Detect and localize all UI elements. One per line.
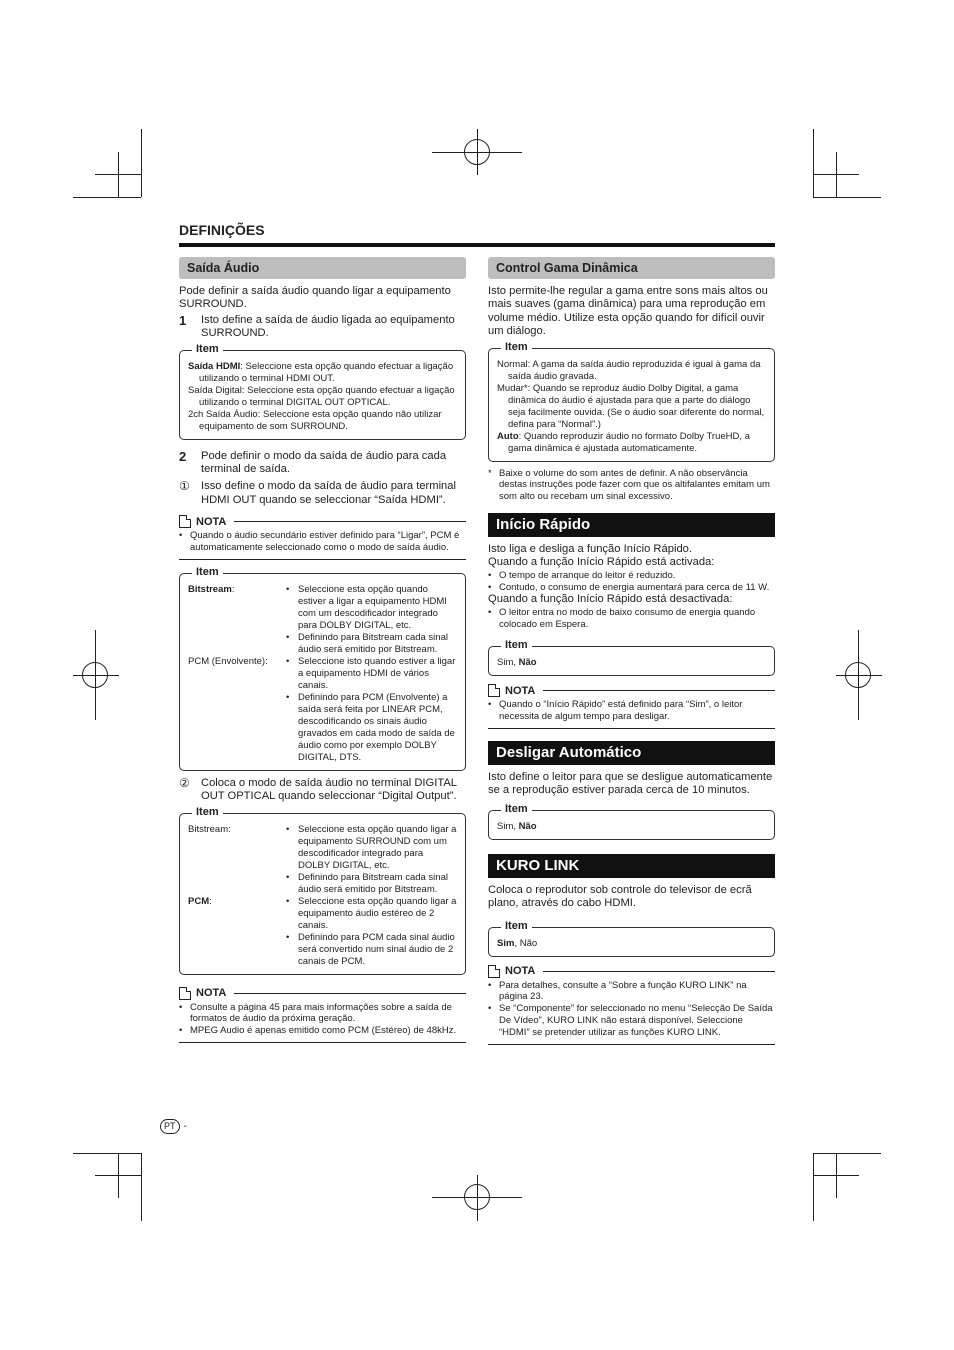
divider [488, 1044, 775, 1045]
control-gama-intro: Isto permite-lhe regular a gama entre sons mais altos ou mais suaves (gama dinâmica) para uma reprodução em volume médio. Utilize esta opção quando for difícil ouvir um diálogo. [488, 285, 768, 338]
option-desc: Mudar*: Quando se reproduz áudio Dolby Digital, a gama dinâmica do áudio é ajustada para que a parte do diálogo seja facilmente ouvida. (Se o áudio soar diferente do normal, defina para “Normal”.) [497, 382, 765, 430]
item-label: Item [501, 803, 532, 815]
saida-audio-intro: Pode definir a saída áudio quando ligar a equipamento SURROUND. [179, 285, 451, 311]
option-desc: Seleccione esta opção quando ligar a equipamento áudio estéreo de 2 canais. [298, 895, 457, 931]
option-name: Auto [497, 430, 519, 442]
list-item: • Contudo, o consumo de energia aumentará para cerca de 11 W. [488, 581, 770, 593]
section-heading-inicio-rapido: Início Rápido [488, 513, 775, 537]
sub-step-number: ② [179, 775, 190, 790]
right-column [488, 257, 775, 1045]
sub-step-2 [179, 777, 466, 804]
sub-step-number: ① [179, 479, 190, 494]
nota-bullet: • MPEG Audio é apenas emitido como PCM (Estéreo) de 48kHz. [179, 1025, 457, 1037]
step-text: Pode definir o modo da saída de áudio para cada terminal de saída. [201, 449, 447, 476]
language-badge: PT [160, 1119, 180, 1134]
item-label: Item [192, 806, 223, 818]
option-sim[interactable]: Sim [497, 820, 514, 832]
inicio-rapido-text: Quando a função Início Rápido está desactivada: [488, 593, 733, 606]
nota-heading: NOTA [179, 987, 466, 1000]
section-heading-kuro-link: KURO LINK [488, 854, 775, 878]
option-nao[interactable]: Não [518, 657, 537, 669]
nota-bullet: • Se “Componente” for seleccionado no menu “Selecção De Saída De Vídeo”, KURO LINK não estará disponível. Seleccione “HDMI” se pretender utilizar as funções KURO LINK. [488, 1003, 773, 1038]
option-desc: Seleccione isto quando estiver a ligar a equipamento HDMI de vários canais. [298, 655, 456, 691]
nota-bullet: • Consulte a página 45 para mais informações sobre a saída de formatos de áudio da próxima geração. [179, 1001, 452, 1025]
option-desc: : Seleccione esta opção quando efectuar a ligação utilizando o terminal HDMI OUT. [199, 360, 454, 384]
section-heading-desligar: Desligar Automático [488, 741, 775, 765]
item-label: Item [192, 343, 223, 355]
item-box-optical-mode: Item Bitstream: • Seleccione esta opção quando ligar a equipamento SURROUND com um descodificador integrado para DOLBY DIGITAL, etc. • Definindo para Bitstream cada sinal áudio será emitido por Bitstream. PCM: • Seleccione esta opção quando ligar a equipamento áudio estéreo de 2 canais. • Definindo para PCM cada sinal áudio será convertido num sinal áudio de 2 canais de PCM. [179, 813, 466, 975]
step-number: 1 [179, 312, 187, 328]
kuro-intro: Coloca o reprodutor sob controle do televisor de ecrã plano, através do cabo HDMI. [488, 883, 752, 910]
nota-heading: NOTA [179, 515, 466, 528]
option-desc: Definindo para PCM cada sinal áudio será convertido num sinal áudio de 2 canais de PCM. [298, 931, 455, 967]
nota-heading: NOTA [488, 965, 775, 978]
divider [179, 1042, 466, 1043]
sub-step-1 [179, 480, 466, 507]
inicio-rapido-text: Quando a função Início Rápido está activada: [488, 556, 715, 569]
item-box-kuro: Item Sim, Não [488, 927, 775, 957]
option-desc: Definindo para Bitstream cada sinal áudio será emitido por Bitstream. [298, 871, 448, 895]
option-name: Bitstream: [188, 583, 235, 595]
option-name: PCM: [188, 895, 212, 907]
nota-bullet: • Quando o “Início Rápido” está definido para “Sim”, o leitor necessita de algum tempo para desligar. [488, 699, 743, 723]
item-label: Item [501, 639, 532, 651]
step-text: Isto define a saída de áudio ligada ao equipamento SURROUND. [201, 313, 455, 340]
option-nao[interactable]: Não [518, 820, 537, 832]
option-desc: Normal: A gama da saída áudio reproduzida é igual à gama da saída áudio gravada. [497, 358, 761, 382]
option-name: Bitstream: [188, 823, 231, 835]
left-column [179, 257, 466, 1043]
option-sim[interactable]: Sim [497, 937, 515, 949]
list-item: • O leitor entra no modo de baixo consumo de energia quando colocado em Espera. [488, 606, 756, 630]
item-box-saida [179, 342, 466, 440]
divider [488, 728, 775, 729]
desligar-intro: Isto define o leitor para que se desligue automaticamente se a reprodução estiver parada cerca de 10 minutos. [488, 771, 773, 797]
step-1 [179, 314, 466, 341]
step-text: Isso define o modo da saída de áudio para terminal HDMI OUT quando se seleccionar “Saída HDMI”. [201, 480, 456, 506]
item-label: Item [501, 920, 532, 932]
option-name: Saída HDMI [188, 360, 241, 372]
item-box-desligar: Item Sim, Não [488, 810, 775, 840]
item-box-inicio-rapido: Item Sim, Não [488, 646, 775, 676]
section-heading-saida-audio: Saída Áudio [179, 257, 466, 279]
nota-bullet: • Para detalhes, consulte a “Sobre a função KURO LINK” na página 23. [488, 979, 747, 1003]
option-desc: : Quando reproduzir áudio no formato Dolby TrueHD, a gama dinâmica é ajustada automaticamente. [508, 430, 750, 454]
list-item: • O tempo de arranque do leitor é reduzido. [488, 569, 676, 581]
step-2 [179, 450, 466, 477]
divider [179, 559, 466, 560]
inicio-rapido-text: Isto liga e desliga a função Início Rápido. [488, 543, 692, 556]
step-number: 2 [179, 448, 187, 464]
option-desc: Seleccione esta opção quando ligar a equipamento SURROUND com um descodificador integrado para DOLBY DIGITAL, etc. [298, 823, 457, 871]
note-icon [488, 965, 500, 978]
option-nao[interactable]: Não [519, 937, 538, 949]
item-box-hdmi-mode: Item Bitstream: • Seleccione esta opção quando estiver a ligar a equipamento HDMI com um descodificador integrado para DOLBY DIGITAL, etc. • Definindo para Bitstream cada sinal áudio será emitido por Bitstream. PCM (Envolvente): • Seleccione isto quando estiver a ligar a equipamento HDMI de vários canais. • Definindo para PCM (Envolvente) a saída será feita por LINEAR PCM, descodificando os sinais áudio gravados em cada modo de saída de áudio como por exemplo DOLBY DIGITAL, DTS. [179, 573, 466, 771]
footnote: * Baixe o volume do som antes de definir. A não observância destas instruções pode fazer com que os altifalantes emitam um som alto ou recebam um sinal excessivo. [488, 467, 770, 503]
note-icon [179, 987, 191, 1000]
note-icon [179, 515, 191, 528]
nota-heading: NOTA [488, 684, 775, 697]
option-name: PCM (Envolvente): [188, 655, 268, 667]
page-title: DEFINIÇÕES [179, 222, 265, 238]
nota-bullet: • Quando o áudio secundário estiver definido para “Ligar”, PCM é automaticamente seleccionado como o modo de saída áudio. [179, 530, 460, 554]
option-desc: Definindo para Bitstream cada sinal áudio será emitido por Bitstream. [298, 631, 448, 655]
header-rule [179, 243, 775, 247]
option-sim[interactable]: Sim [497, 657, 514, 669]
item-box-gama [488, 340, 775, 462]
step-text: Coloca o modo de saída áudio no terminal DIGITAL OUT OPTICAL quando seleccionar “Digital Output”. [201, 776, 457, 803]
option-desc: Saída Digital: Seleccione esta opção quando efectuar a ligação utilizando o terminal DIGITAL OUT OPTICAL. [188, 384, 455, 408]
option-desc: Definindo para PCM (Envolvente) a saída será feita por LINEAR PCM, descodificando os sinais áudio gravados em cada modo de saída de áudio como por exemplo DOLBY DIGITAL, DTS. [298, 691, 455, 763]
page-number: PT - [160, 1119, 187, 1134]
item-label: Item [192, 566, 223, 578]
option-desc: Seleccione esta opção quando estiver a ligar a equipamento HDMI com um descodificador integrado para DOLBY DIGITAL, etc. [298, 583, 447, 631]
option-desc: 2ch Saída Áudio: Seleccione esta opção quando não utilizar equipamento de som SURROUND. [188, 408, 442, 432]
item-label: Item [501, 341, 532, 353]
note-icon [488, 684, 500, 697]
section-heading-control-gama: Control Gama Dinâmica [488, 257, 775, 279]
